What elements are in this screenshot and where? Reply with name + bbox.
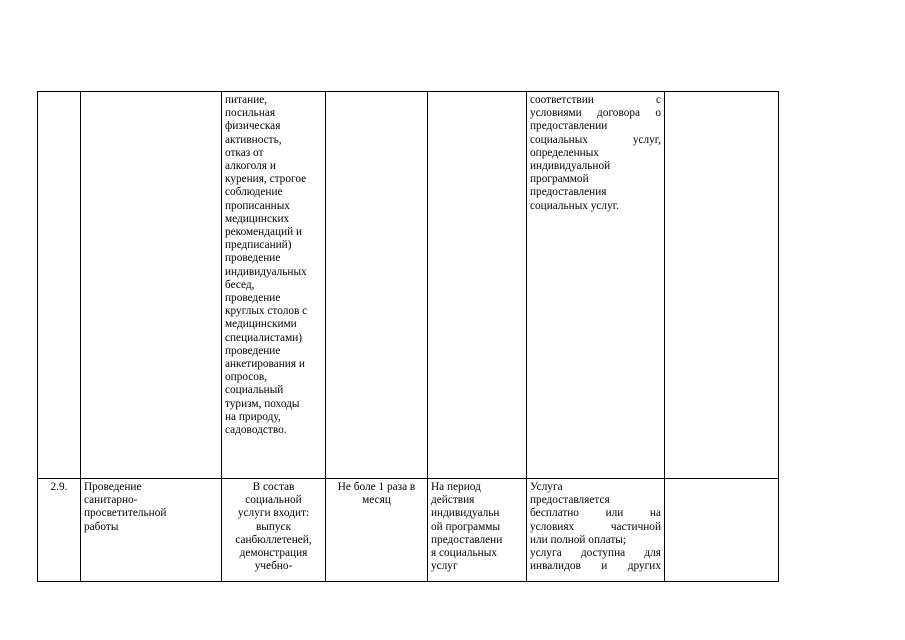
text-line: социальной	[245, 494, 302, 507]
text-line: физическая	[225, 120, 281, 133]
cell-periodicity	[326, 92, 428, 479]
text-line: Проведение	[84, 481, 142, 493]
text-line: инвалидов и других	[530, 560, 661, 573]
text-line: санбюллетеней,	[235, 533, 312, 546]
text-line: условиях частичной	[530, 520, 661, 533]
text-line: Услуга	[530, 481, 563, 493]
text-line: предоставлении	[530, 120, 608, 133]
text-line: проведение	[225, 252, 281, 265]
text-line: питание,	[225, 94, 268, 106]
text-line: круглых столов с	[225, 305, 308, 318]
text-line: демонстрация	[239, 547, 308, 560]
text-line: соблюдение	[225, 186, 283, 199]
text-line: индивидуальн	[431, 507, 500, 520]
text-line: определенных	[530, 146, 599, 159]
text-line: или полной оплаты;	[530, 533, 627, 546]
text-line: активность,	[225, 133, 282, 146]
text-line: условиями договора о	[530, 107, 661, 120]
cell-number	[38, 479, 81, 582]
cell-conditions	[527, 92, 665, 479]
text-line: санитарно-	[84, 494, 138, 507]
cell-extra	[665, 479, 779, 582]
text-line: проведение	[225, 344, 281, 357]
text-line: предоставляется	[530, 494, 610, 507]
text-line: Не боле 1 раза в	[337, 481, 416, 493]
text-line: туризм, походы	[225, 397, 300, 410]
cell-conditions	[527, 479, 665, 582]
text-line: В состав	[252, 481, 295, 493]
text-line: отказ от	[225, 146, 264, 159]
text-line: социальных услуг.	[530, 199, 619, 212]
text-line: индивидуальной	[530, 160, 611, 173]
text-line: опросов,	[225, 371, 268, 384]
text-line: посильная	[225, 107, 276, 120]
cell-periodicity	[326, 479, 428, 582]
cell-number	[38, 92, 81, 479]
text-line: учебно-	[254, 560, 293, 573]
text-line: На период	[431, 481, 481, 493]
cell-term	[428, 479, 527, 582]
text-line: прописанных	[225, 199, 290, 212]
text-line: я социальных	[431, 547, 497, 560]
text-line: услуги входит:	[237, 507, 310, 520]
text-line: предоставлени	[431, 533, 503, 546]
text-line: садоводство.	[225, 424, 287, 437]
text-line: выпуск	[255, 520, 292, 533]
services-table	[37, 91, 779, 582]
text-line: рекомендаций и	[225, 226, 302, 239]
text-line: социальных услуг,	[530, 133, 661, 146]
text-line: предоставления	[530, 186, 607, 199]
cell-extra	[665, 92, 779, 479]
text-line: социальный	[225, 384, 284, 397]
cell-service-name	[81, 92, 222, 479]
table-row	[38, 92, 779, 479]
text-line: просветительной	[84, 507, 167, 520]
text-line: медицинскими	[225, 318, 297, 331]
text-line: услуг	[431, 560, 458, 573]
cell-service-name	[81, 479, 222, 582]
text-line: специалистами)	[225, 331, 303, 344]
text-line: ой программы	[431, 520, 501, 533]
text-line: бесед,	[225, 278, 255, 291]
text-line: предписаний)	[225, 239, 292, 252]
text-line: программой	[530, 173, 589, 186]
text-line: соответствии с	[530, 94, 661, 106]
text-line: проведение	[225, 292, 281, 305]
text-line: на природу,	[225, 410, 281, 423]
text-line: месяц	[362, 494, 391, 507]
text-line: медицинских	[225, 212, 290, 225]
text-line: индивидуальных	[225, 265, 307, 278]
cell-service-content	[222, 479, 326, 582]
text-line: действия	[431, 494, 475, 507]
text-line: анкетирования и	[225, 358, 305, 371]
text-line: работы	[84, 520, 119, 533]
text-line: бесплатно или на	[530, 507, 661, 520]
text-line: алкоголя и	[225, 160, 276, 173]
text-line: курения, строгое	[225, 173, 307, 186]
table-row	[38, 479, 779, 582]
cell-term	[428, 92, 527, 479]
cell-service-content	[222, 92, 326, 479]
text-line: услуга доступна для	[530, 547, 661, 560]
row-number: 2.9.	[50, 481, 68, 493]
